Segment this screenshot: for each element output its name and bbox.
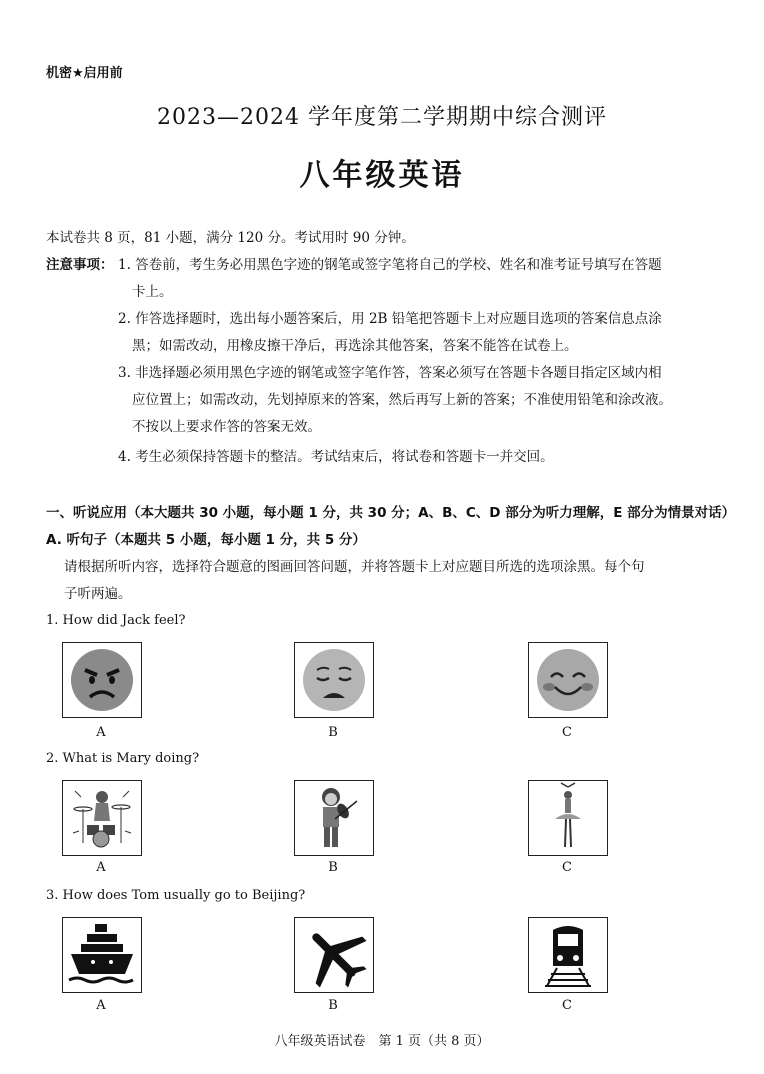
section-title: 一、听说应用（本大题共 30 小题，每小题 1 分，共 30 分；A、B、C、D 部分为听力理解，E 部分为情景对话） <box>46 505 736 521</box>
ship-icon <box>63 918 141 992</box>
option-2c-box[interactable] <box>528 780 608 856</box>
notice-label: 注意事项： <box>46 257 114 273</box>
confidential-mark: 机密★启用前 <box>46 66 123 81</box>
instruction-line1: 请根据所听内容，选择符合题意的图画回答问题，并将答题卡上对应题目所选的选项涂黑。每个句 <box>64 559 645 575</box>
option-1c-box[interactable] <box>528 642 608 718</box>
option-1b-box[interactable] <box>294 642 374 718</box>
instruction-line2: 子听两遍。 <box>64 586 132 602</box>
page-footer: 八年级英语试卷 第 1 页（共 8 页） <box>274 1034 490 1049</box>
option-2c-label: C <box>562 860 572 875</box>
notice-1-line1: 1. 答卷前，考生务必用黑色字迹的钢笔或签字笔将自己的学校、姓名和准考证号填写在答题 <box>118 257 662 273</box>
option-1a-label: A <box>96 725 106 740</box>
violin-icon <box>295 781 373 855</box>
drums-icon <box>63 781 141 855</box>
plane-icon <box>295 918 373 992</box>
option-1c-label: C <box>562 725 572 740</box>
option-3b-box[interactable] <box>294 917 374 993</box>
notice-3-line3: 不按以上要求作答的答案无效。 <box>132 419 321 435</box>
option-2b-label: B <box>328 860 338 875</box>
notice-4-line1: 4. 考生必须保持答题卡的整洁。考试结束后，将试卷和答题卡一并交回。 <box>118 449 554 465</box>
notice-1-line2: 卡上。 <box>132 284 173 300</box>
option-3a-box[interactable] <box>62 917 142 993</box>
option-2a-box[interactable] <box>62 780 142 856</box>
part-a-title: A. 听句子（本题共 5 小题，每小题 1 分，共 5 分） <box>46 532 366 548</box>
train-icon <box>529 918 607 992</box>
ballet-icon <box>529 781 607 855</box>
option-1a-box[interactable] <box>62 642 142 718</box>
option-3a-label: A <box>96 998 106 1013</box>
option-2b-box[interactable] <box>294 780 374 856</box>
option-3c-box[interactable] <box>528 917 608 993</box>
question-3: 3. How does Tom usually go to Beijing? <box>46 888 306 903</box>
exam-title: 2023—2024 学年度第二学期期中综合测评 <box>157 105 607 130</box>
question-2: 2. What is Mary doing? <box>46 751 200 766</box>
option-2a-label: A <box>96 860 106 875</box>
question-1: 1. How did Jack feel? <box>46 613 186 628</box>
option-3c-label: C <box>562 998 572 1013</box>
happy-face-icon <box>529 643 607 717</box>
intro-text: 本试卷共 8 页，81 小题，满分 120 分。考试用时 90 分钟。 <box>46 230 415 246</box>
option-3b-label: B <box>328 998 338 1013</box>
notice-2-line2: 黑；如需改动，用橡皮擦干净后，再选涂其他答案，答案不能答在试卷上。 <box>132 338 578 354</box>
sad-face-icon <box>295 643 373 717</box>
angry-face-icon <box>63 643 141 717</box>
notice-3-line1: 3. 非选择题必须用黑色字迹的钢笔或签字笔作答，答案必须写在答题卡各题目指定区域内相 <box>118 365 662 381</box>
notice-2-line1: 2. 作答选择题时，选出每小题答案后，用 2B 铅笔把答题卡上对应题目选项的答案信息点涂 <box>118 311 662 327</box>
notice-3-line2: 应位置上；如需改动，先划掉原来的答案，然后再写上新的答案；不准使用铅笔和涂改液。 <box>132 392 672 408</box>
subject-title: 八年级英语 <box>299 158 465 193</box>
option-1b-label: B <box>328 725 338 740</box>
